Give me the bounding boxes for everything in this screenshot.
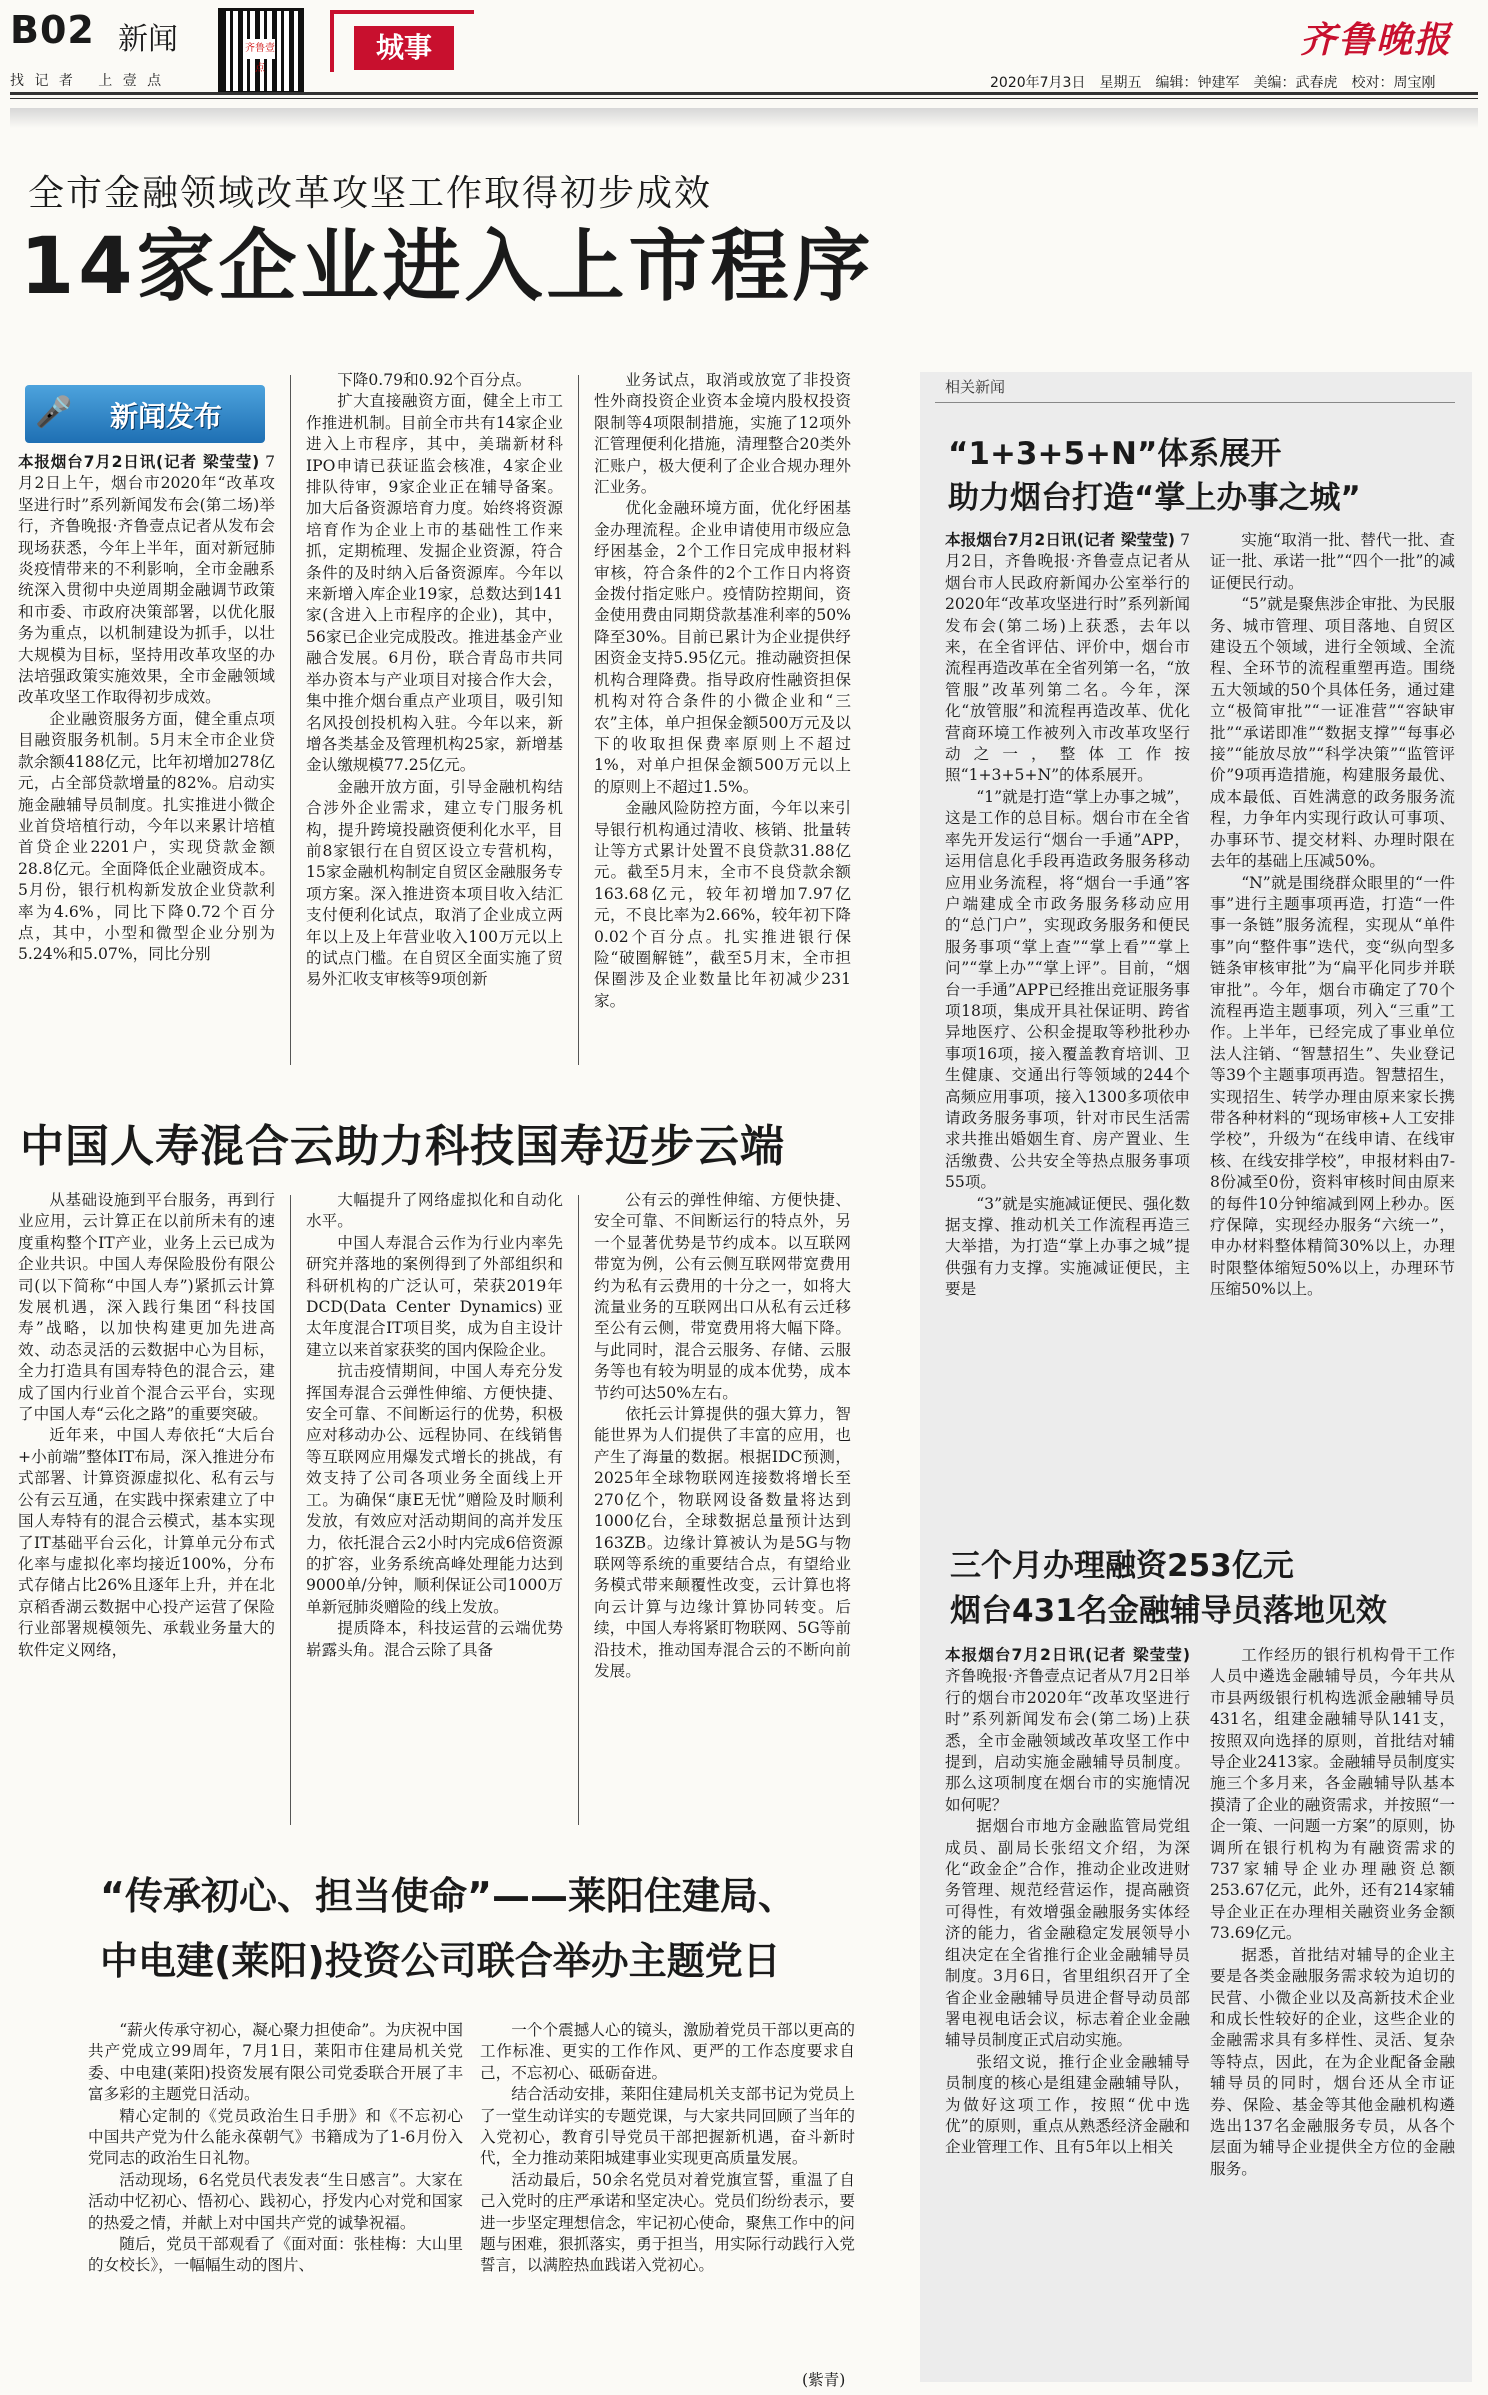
badge-label: 新闻发布	[110, 400, 223, 433]
paragraph: 优化金融环境方面，优化纾困基金办理流程。企业申请使用市级应急纾困基金，2个工作日完成申报材料审核，符合条件的2个工作日内将资金拨付指定账户。疫情防控期间，资金使用费由同期贷款基准利率的50%降至30%。目前已累计为企业提供纾困资金支持5.95亿元。推动融资担保机构合理降费。指导政府性融资担保机构对符合条件的小微企业和“三农”主体，单户担保金额500万元及以下的收取担保费率原则上不超过1%，对单户担保金额500万元以上的原则上不超过1.5%。	[594, 499, 851, 796]
sidebar-a-col1-text	[945, 530, 1190, 1301]
sidebar-label-rule	[935, 402, 1455, 403]
story2-col2	[306, 1190, 563, 1832]
qr-code[interactable]	[218, 8, 304, 94]
newspaper-logo: 齐鲁晚报	[1300, 19, 1453, 61]
paragraph: 扩大直接融资方面，健全上市工作推进机制。目前全市共有14家企业进入上市程序，其中，美瑞新材科IPO申请已获证监会核准，4家企业排队待审，9家企业正在辅导备案。加大后备资源培育力度。始终将资源培育作为企业上市的基础性工作来抓，定期梳理、发掘企业资源，符合条件的及时纳入后备资源库。今年以来新增入库企业19家，总数达到141家(含进入上市程序的企业)，其中，56家已企业完成股改。推进基金产业融合发展。6月份，联合青岛市共同举办资本与产业项目对接合作大会，集中推介烟台重点产业项目，吸引知名风投创投机构入驻。今年以来，新增各类基金及管理机构25家，新增基金认缴规模77.25亿元。	[306, 392, 563, 775]
header-rule	[10, 92, 1478, 95]
paragraph: 下降0.79和0.92个百分点。	[337, 371, 532, 389]
header-rule-thin	[10, 98, 1478, 99]
sidebar-a-col1	[945, 530, 1190, 1490]
sidebar-label: 相关新闻	[945, 378, 1006, 396]
paragraph: 实施“取消一批、替代一批、查证一批、承诺一批”“四个一批”的减证便民行动。	[1210, 531, 1455, 592]
slogan: 找 记 者 上 壹 点	[10, 73, 165, 89]
story3-col1	[88, 2020, 463, 2370]
byline: 本报烟台7月2日讯(记者 梁莹莹)	[945, 531, 1176, 549]
paragraph: 精心定制的《党员政治生日手册》和《不忘初心 中国共产党为什么能永葆朝气》书籍成为了1-6月份入党同志的政治生日礼物。	[88, 2106, 463, 2168]
paragraph: 提质降本，科技运营的云端优势崭露头角。混合云除了具备	[306, 1619, 563, 1659]
story3-col2	[480, 2020, 855, 2370]
story2-col3-text	[594, 1190, 851, 1682]
paragraph: 金融风险防控方面，今年以来引导银行机构通过清收、核销、批量转让等方式累计处置不良贷款31.88亿元。截至5月末，全市不良贷款余额163.68亿元，较年初增加7.97亿元，不良比率为2.66%，较年初下降0.02个百分点。扎实推进银行保险“破圈解链”，截至5月末，全市担保圈涉及企业数量比年初减少231家。	[594, 799, 851, 1010]
story1-col3-text	[594, 370, 851, 1012]
paragraph: 公有云的弹性伸缩、方便快捷、安全可靠、不间断运行的特点外，另一个显著优势是节约成本。以互联网带宽为例，公有云侧互联网带宽费用约为私有云费用的十分之一，如将大流量业务的互联网出口从私有云迁移至公有云侧，带宽费用将大幅下降。与此同时，混合云服务、存储、云服务等也有较为明显的成本优势，成本节约可达50%左右。	[594, 1191, 851, 1402]
sidebar-b-col2	[1210, 1645, 1455, 2370]
sidebar-b-headline-line1: 三个月办理融资253亿元	[950, 1548, 1294, 1584]
byline: 本报烟台7月2日讯(记者 梁莹莹)	[945, 1646, 1190, 1664]
story1-col1	[18, 452, 275, 1072]
story1-col3	[594, 370, 851, 1072]
sidebar-a-headline-line1: “1+3+5+N”体系展开	[948, 436, 1282, 472]
paragraph: 本报烟台7月2日讯(记者 梁莹莹) 7月2日，齐鲁晚报·齐鲁壹点记者从烟台市人民政府新闻办公室举行的2020年“改革攻坚进行时”系列新闻发布会(第二场)上获悉，去年以来，在全省评估、评价中，烟台市流程再造改革在全省列第一名，“放管服”改革列第二名。今年，深化“放管服”和流程再造改革、优化营商环境工作被列入市改革攻坚行动之一，整体工作按照“1+3+5+N”的体系展开。	[945, 531, 1190, 785]
column-tag-label: 城事	[354, 26, 454, 70]
sidebar-b-col1	[945, 1645, 1190, 2370]
story1-divider	[290, 375, 291, 1065]
paragraph: “1”就是打造“掌上办事之城”，这是工作的总目标。烟台市在全省率先开发运行“烟台一手通”APP，运用信息化手段再造政务服务移动应用业务流程，将“烟台一手通”客户端建成全市政务服务移动应用的“总门户”，实现政务服务和便民服务事项“掌上查”“掌上看”“掌上问”“掌上办”“掌上评”。目前，“烟台一手通”APP已经推出竞证服务事项18项，集成开具社保证明、跨省异地医疗、公积金提取等秒批秒办事项16项，接入覆盖教育培训、卫生健康、交通出行等领域的244个高频应用事项，接入1300多项依申请政务服务事项，针对市民生活需求共推出婚姻生育、房产置业、生活缴费、公共安全等热点服务事项55项。	[945, 787, 1190, 1192]
story3-headline-line1: “传承初心、担当使命”——莱阳住建局、	[100, 1874, 796, 1918]
story2-headline: 中国人寿混合云助力科技国寿迈步云端	[20, 1121, 785, 1172]
sidebar-b-col1-text	[945, 1645, 1190, 2159]
paragraph: “3”就是实施减证便民、强化数据支撑、推动机关工作流程再造三大举措，为打造“掌上办事之城”提供强有力支撑。实施减证便民，主要是	[945, 1194, 1190, 1299]
story1-col1-text	[18, 452, 275, 966]
byline: 本报烟台7月2日讯(记者 梁莹莹)	[18, 453, 260, 471]
paragraph: “N”就是围绕群众眼里的“一件事”进行主题事项再造，打造“一件事一条链”服务流程，实现从“单件事”向“整件事”迭代，变“纵向型多链条审核审批”为“扁平化同步并联审批”。今年，烟台市确定了70个流程再造主题事项，列入“三重”工作。上半年，已经完成了事业单位法人注销、“智慧招生”、失业登记等39个主题事项再造。智慧招生，实现招生、转学办理由原来家长携带各种材料的“现场审核+人工安排学校”，升级为“在线申请、在线审核、在线安排学校”，申报材料由7-8份减至0份，资料审核时间由原来的每件10分钟缩减到网上秒办。医疗保障，实现经办服务“六统一”，申办材料整体精简30%以上，办理时限整体缩短50%以上，办理环节压缩50%以上。	[1210, 873, 1455, 1299]
paragraph: 大幅提升了网络虚拟化和自动化水平。	[306, 1191, 563, 1231]
paragraph: 结合活动安排，莱阳住建局机关支部书记为党员上了一堂生动详实的专题党课，与大家共同回顾了当年的入党初心，教育引导党员干部把握新机遇，奋斗新时代，全力推动莱阳城建事业实现更高质量发展。	[480, 2085, 855, 2168]
paragraph: 本报烟台7月2日讯(记者 梁莹莹) 7月2日上午，烟台市2020年“改革攻坚进行时”系列新闻发布会(第二场)举行，齐鲁晚报·齐鲁壹点记者从发布会现场获悉，今年上半年，面对新冠肺炎疫情带来的不利影响，全市金融系统深入贯彻中央逆周期金融调节政策和市委、市政府决策部署，以优化服务为重点，以机制建设为抓手，以壮大规模为目标，坚持用改革攻坚的办法培强政策实施效果，全市金融领域改革攻坚工作取得初步成效。	[18, 453, 275, 707]
qr-label: 齐鲁壹点	[245, 39, 275, 59]
story1-col2-text	[306, 370, 563, 991]
paragraph: 随后，党员干部观看了《面对面：张桂梅：大山里的女校长》，一幅幅生动的图片、	[88, 2235, 463, 2275]
news-release-badge	[25, 385, 265, 443]
paragraph: 据烟台市地方金融监管局党组成员、副局长张绍文介绍，为深化“政金企”合作，推动企业改进财务管理、规范经营运作，提高融资可得性，有效增强金融服务实体经济的能力，省金融稳定发展领导小组决定在全省推行企业金融辅导员制度。3月6日，省里组织召开了全省企业金融辅导员进企督导动员部署电视电话会议，标志着企业金融辅导员制度正式启动实施。	[945, 1817, 1190, 2050]
story3-headline-line2: 中电建(莱阳)投资公司联合举办主题党日	[100, 1939, 781, 1983]
sidebar-b-col2-text	[1210, 1645, 1455, 2180]
story2-col1	[18, 1190, 275, 1832]
story1-divider	[578, 375, 579, 1065]
paragraph: 依托云计算提供的强大算力，智能世界为人们提供了丰富的应用，也产生了海量的数据。根据IDC预测，2025年全球物联网连接数将增长至270亿个，物联网设备数量将达到1000亿台，全球数据总量预计达到163ZB。边缘计算被认为是5G与物联网等系统的重要结合点，有望给业务模式带来颠覆性改变，云计算也将向云计算与边缘计算协同转变。后续，中国人寿将紧盯物联网、5G等前沿技术，推动国寿混合云的不断向前发展。	[594, 1405, 851, 1680]
dateline: 2020年7月3日 星期五 编辑：钟建军 美编：武春虎 校对：周宝刚	[990, 75, 1436, 91]
paragraph: 从基础设施到平台服务，再到行业应用，云计算正在以前所未有的速度重构整个IT产业，业务上云已成为企业共识。中国人寿保险股份有限公司(以下简称“中国人寿”)紧抓云计算发展机遇，深入践行集团“科技国寿”战略，以加快构建更加先进高效、动态灵活的云数据中心为目标，全力打造具有国寿特色的混合云，建成了国内行业首个混合云平台，实现了中国人寿“云化之路”的重要突破。	[18, 1191, 275, 1424]
header-shade	[10, 108, 1478, 128]
paragraph: 张绍文说，推行企业金融辅导员制度的核心是组建金融辅导队，为做好这项工作，按照“优中选优”的原则，重点从熟悉经济金融和企业管理工作、且有5年以上相关	[945, 2052, 1190, 2157]
paragraph: 活动现场，6名党员代表发表“生日感言”。大家在活动中忆初心、悟初心、践初心，抒发内心对党和国家的热爱之情，并献上对中国共产党的诚挚祝福。	[88, 2170, 463, 2232]
story2-divider	[578, 1195, 579, 1825]
paragraph: 近年来，中国人寿依托“大后台+小前端”整体IT布局，深入推进分布式部署、计算资源虚拟化、私有云与公有云互通，在实践中探索建立了中国人寿特有的混合云模式，基本实现了IT基础平台云化，计算单元分布式化率与虚拟化率均接近100%，分布式存储占比26%且逐年上升，并在北京稻香湖云数据中心投产运营了保险行业部署规模领先、承载业务量大的软件定义网络，	[18, 1426, 275, 1659]
paragraph: 抗击疫情期间，中国人寿充分发挥国寿混合云弹性伸缩、方便快捷、安全可靠、不间断运行的优势，积极应对移动办公、远程协同、在线销售等互联网应用爆发式增长的挑战，有效支持了公司各项业务全面线上开工。为确保“康E无忧”赠险及时顺利发放，有效应对活动期间的高并发压力，依托混合云2小时内完成6倍资源的扩容，业务系统高峰处理能力达到9000单/分钟，顺利保证公司1000万单新冠肺炎赠险的线上发放。	[306, 1362, 563, 1616]
story2-col1-text	[18, 1190, 275, 1661]
sidebar-b-headline-line2: 烟台431名金融辅导员落地见效	[950, 1593, 1387, 1629]
paragraph: 业务试点，取消或放宽了非投资性外商投资企业资本金境内股权投资限制等4项限制措施，实施了12项外汇管理便利化措施，清理整合20类外汇账户，极大便利了企业合规办理外汇业务。	[594, 371, 851, 497]
paragraph: 金融开放方面，引导金融机构结合涉外企业需求，建立专门服务机构，提升跨境投融资便利化水平，目前8家银行在自贸区设立专营机构，15家金融机构制定自贸区金融服务专项方案。深入推进资本项目收入结汇支付便利化试点，取消了企业成立两年以上及上年营业收入100万元以上的试点门槛。在自贸区全面实施了贸易外汇收支审核等9项创新	[306, 777, 563, 989]
paragraph: 中国人寿混合云作为行业内率先研究并落地的案例得到了外部组织和科研机构的广泛认可，荣获2019年DCD(Data Center Dynamics)亚太年度混合IT项目奖，成为自主设计建立以来首家获奖的国内保险企业。	[306, 1233, 563, 1359]
sidebar-a-headline-line2: 助力烟台打造“掌上办事之城”	[948, 480, 1361, 516]
sidebar-a-col2	[1210, 530, 1455, 1490]
sidebar-a-col2-text	[1210, 530, 1455, 1301]
paragraph: 活动最后，50余名党员对着党旗宣誓，重温了自己入党时的庄严承诺和坚定决心。党员们纷纷表示，要进一步坚定理想信念，牢记初心使命，聚焦工作中的问题与困难，狠抓落实，勇于担当，用实际行动践行入党誓言，以满腔热血践诺入党初心。	[480, 2170, 855, 2275]
paragraph: “5”就是聚焦涉企审批、为民服务、城市管理、项目落地、自贸区建设五个领域，进行全领域、全流程、全环节的流程重塑再造。围绕五大领域的50个具体任务，通过建立“极简审批”“一证准营”“容缺审批”“承诺即准”“数据支撑”“每事必接”“能放尽放”“科学决策”“监管评价”9项再造措施，构建服务最优、成本最低、百姓满意的政务服务流程，力争年内实现行政认可事项、办事环节、提交材料、办理时限在去年的基础上压减50%。	[1210, 595, 1455, 871]
story2-col3	[594, 1190, 851, 1832]
story1-headline: 14家企业进入上市程序	[20, 222, 875, 312]
paragraph: 工作经历的银行机构骨干工作人员中遴选金融辅导员，今年共从市县两级银行机构选派金融辅导员431名，组建金融辅导队141支，按照双向选择的原则，首批结对辅导企业2413家。金融辅导员制度实施三个多月来，各金融辅导队基本摸清了企业的融资需求，并按照“一企一策、一问题一方案”的原则，协调所在银行机构为有融资需求的737家辅导企业办理融资总额253.67亿元，此外，还有214家辅导企业正在办理相关融资业务金额73.69亿元。	[1210, 1646, 1455, 1943]
microphone-icon: 🎤	[35, 395, 73, 430]
page-number: B02	[10, 8, 95, 52]
story3-col1-text	[88, 2020, 463, 2277]
story1-col2	[306, 370, 563, 1072]
story3-col2-text	[480, 2020, 855, 2277]
paragraph: 据悉，首批结对辅导的企业主要是各类金融服务需求较为迫切的民营、小微企业以及高新技术企业和成长性较好的企业，这些企业的金融需求具有多样性、灵活、复杂等特点，因此，在为企业配备金融辅导员的同时，烟台还从全市证券、保险、基金等其他金融机构遴选出137名金融服务专员，从各个层面为辅导企业提供全方位的金融服务。	[1210, 1945, 1455, 2178]
paragraph: 企业融资服务方面，健全重点项目融资服务机制。5月末全市企业贷款余额4188亿元，比年初增加278亿元，占全部贷款增量的82%。启动实施金融辅导员制度。扎实推进小微企业首贷培植行动，今年以来累计培植首贷企业2201户，实现贷款金额28.8亿元。全面降低企业融资成本。5月份，银行机构新发放企业贷款利率为4.6%，同比下降0.72个百分点，其中，小型和微型企业分别为5.24%和5.07%，同比分别	[18, 709, 275, 964]
paragraph: 一个个震撼人心的镜头，激励着党员干部以更高的工作标准、更实的工作作风、更严的工作态度要求自己，不忘初心、砥砺奋进。	[480, 2021, 855, 2082]
paragraph: 本报烟台7月2日讯(记者 梁莹莹) 齐鲁晚报·齐鲁壹点记者从7月2日举行的烟台市2020年“改革攻坚进行时”系列新闻发布会(第二场)上获悉，全市金融领域改革攻坚工作中提到，启动实施金融辅导员制度。那么这项制度在烟台市的实施情况如何呢？	[945, 1646, 1190, 1814]
column-tag	[330, 10, 474, 72]
section-name: 新闻	[118, 22, 178, 57]
story2-col2-text	[306, 1190, 563, 1661]
story2-divider	[290, 1195, 291, 1825]
paragraph: “薪火传承守初心，凝心聚力担使命”。为庆祝中国共产党成立99周年，7月1日，莱阳市住建局机关党委、中电建(莱阳)投资发展有限公司党委联合开展了丰富多彩的主题党日活动。	[88, 2021, 463, 2104]
story1-kicker: 全市金融领域改革攻坚工作取得初步成效	[28, 173, 713, 214]
story3-signature: (紫青)	[802, 2371, 846, 2389]
